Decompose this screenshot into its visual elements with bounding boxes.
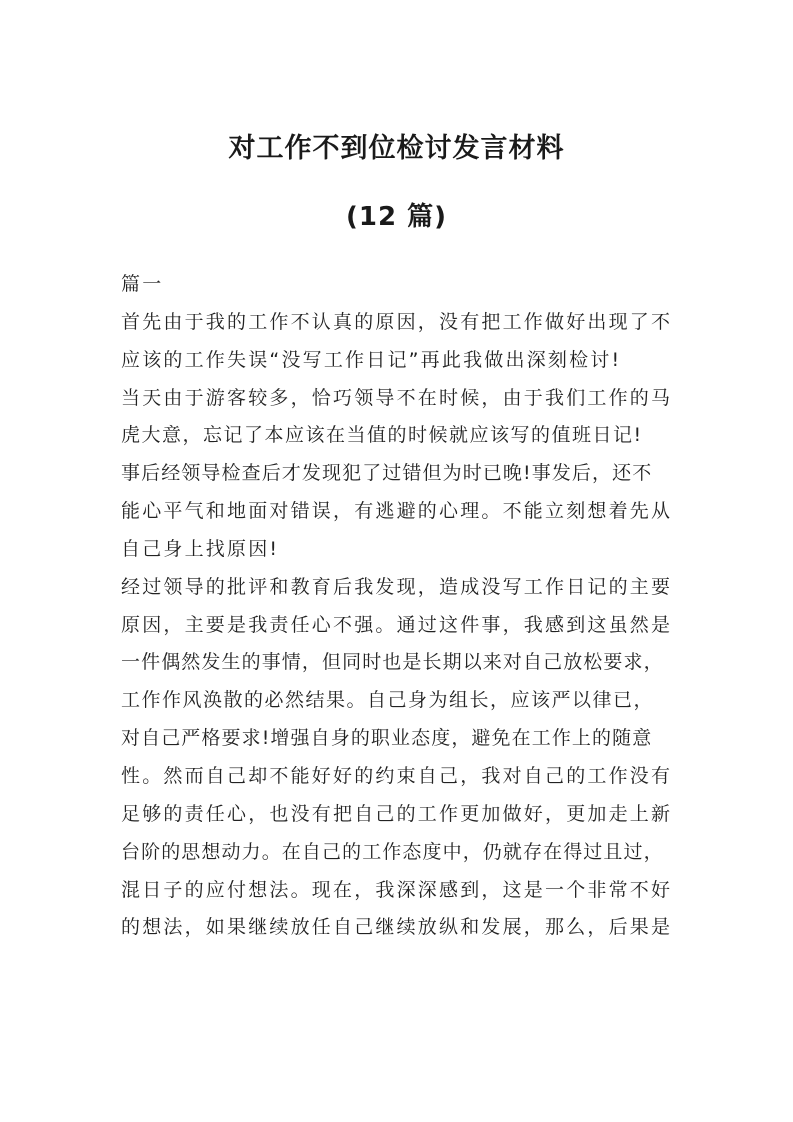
document-body bbox=[121, 266, 681, 947]
body-line: 混日子的应付想法。现在，我深深感到，这是一个非常不好 bbox=[121, 878, 673, 901]
body-line: 能心平气和地面对错误，有逃避的心理。不能立刻想着先从 bbox=[121, 500, 673, 523]
body-line: 的想法，如果继续放任自己继续放纵和发展，那么，后果是 bbox=[121, 916, 673, 939]
body-line: 足够的责任心，也没有把自己的工作更加做好，更加走上新 bbox=[121, 802, 673, 825]
body-line: 当天由于游客较多，恰巧领导不在时候，由于我们工作的马 bbox=[121, 386, 673, 409]
body-line: 性。然而自己却不能好好的约束自己，我对自己的工作没有 bbox=[121, 764, 673, 787]
body-line: 经过领导的批评和教育后我发现，造成没写工作日记的主要 bbox=[121, 575, 673, 598]
body-line: 应该的工作失误“没写工作日记”再此我做出深刻检讨! bbox=[121, 348, 622, 371]
document-subtitle: (12 篇) bbox=[346, 202, 447, 232]
body-line: 首先由于我的工作不认真的原因，没有把工作做好出现了不 bbox=[121, 310, 673, 333]
body-line: 一件偶然发生的事情，但同时也是长期以来对自己放松要求， bbox=[121, 651, 664, 674]
body-line: 原因，主要是我责任心不强。通过这件事，我感到这虽然是 bbox=[121, 613, 673, 636]
body-line: 事后经领导检查后才发现犯了过错但为时已晚!事发后，还不 bbox=[121, 462, 653, 485]
body-line: 自己身上找原因! bbox=[121, 537, 280, 560]
body-line: 工作作风涣散的必然结果。自己身为组长，应该严以律已， bbox=[121, 689, 655, 712]
body-line: 台阶的思想动力。在自己的工作态度中，仍就存在得过且过， bbox=[121, 840, 664, 863]
section-heading: 篇一 bbox=[121, 273, 164, 295]
document-title: 对工作不到位检讨发言材料 bbox=[228, 133, 565, 164]
body-line: 虎大意，忘记了本应该在当值的时候就应该写的值班日记! bbox=[121, 424, 643, 447]
body-line: 对自己严格要求!增强自身的职业态度，避免在工作上的随意 bbox=[121, 727, 653, 750]
